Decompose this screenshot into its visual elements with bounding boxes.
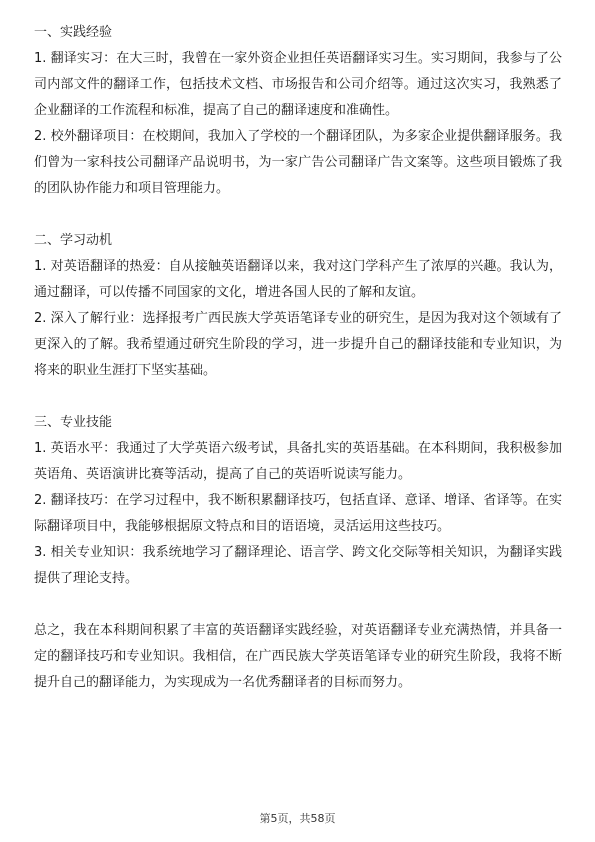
page-body <box>34 20 562 696</box>
list-item: 2. 深入了解行业：选择报考广西民族大学英语笔译专业的研究生，是因为我对这个领域有了更深入的了解。我希望通过研究生阶段的学习，进一步提升自己的翻译技能和专业知识，为将来的职业生涯打下坚实基础。 <box>34 311 562 378</box>
section-study-motivation <box>34 228 562 384</box>
section-heading: 三、专业技能 <box>34 415 113 430</box>
page-number: 第5页，共58页 <box>259 812 336 825</box>
list-item: 1. 英语水平：我通过了大学英语六级考试，具备扎实的英语基础。在本科期间，我积极参加英语角、英语演讲比赛等活动，提高了自己的英语听说读写能力。 <box>34 441 562 482</box>
list-item: 1. 对英语翻译的热爱：自从接触英语翻译以来，我对这门学科产生了浓厚的兴趣。我认为，通过翻译，可以传播不同国家的文化，增进各国人民的了解和友谊。 <box>34 259 562 300</box>
section-practice-experience <box>34 20 562 202</box>
list-item: 1. 翻译实习：在大三时，我曾在一家外资企业担任英语翻译实习生。实习期间，我参与了公司内部文件的翻译工作，包括技术文档、市场报告和公司介绍等。通过这次实习，我熟悉了企业翻译的工作流程和标准，提高了自己的翻译速度和准确性。 <box>34 51 562 118</box>
list-item: 2. 翻译技巧：在学习过程中，我不断积累翻译技巧，包括直译、意译、增译、省译等。在实际翻译项目中，我能够根据原文特点和目的语语境，灵活运用这些技巧。 <box>34 493 562 534</box>
section-heading: 一、实践经验 <box>34 25 113 40</box>
summary-paragraph: 总之，我在本科期间积累了丰富的英语翻译实践经验，对英语翻译专业充满热情，并具备一定的翻译技巧和专业知识。我相信，在广西民族大学英语笔译专业的研究生阶段，我将不断提升自己的翻译能力，为实现成为一名优秀翻译者的目标而努力。 <box>34 623 562 690</box>
list-item: 2. 校外翻译项目：在校期间，我加入了学校的一个翻译团队，为多家企业提供翻译服务。我们曾为一家科技公司翻译产品说明书，为一家广告公司翻译广告文案等。这些项目锻炼了我的团队协作能力和项目管理能力。 <box>34 129 562 196</box>
list-item: 3. 相关专业知识：我系统地学习了翻译理论、语言学、跨文化交际等相关知识，为翻译实践提供了理论支持。 <box>34 545 562 586</box>
section-heading: 二、学习动机 <box>34 233 113 248</box>
section-professional-skills <box>34 410 562 592</box>
